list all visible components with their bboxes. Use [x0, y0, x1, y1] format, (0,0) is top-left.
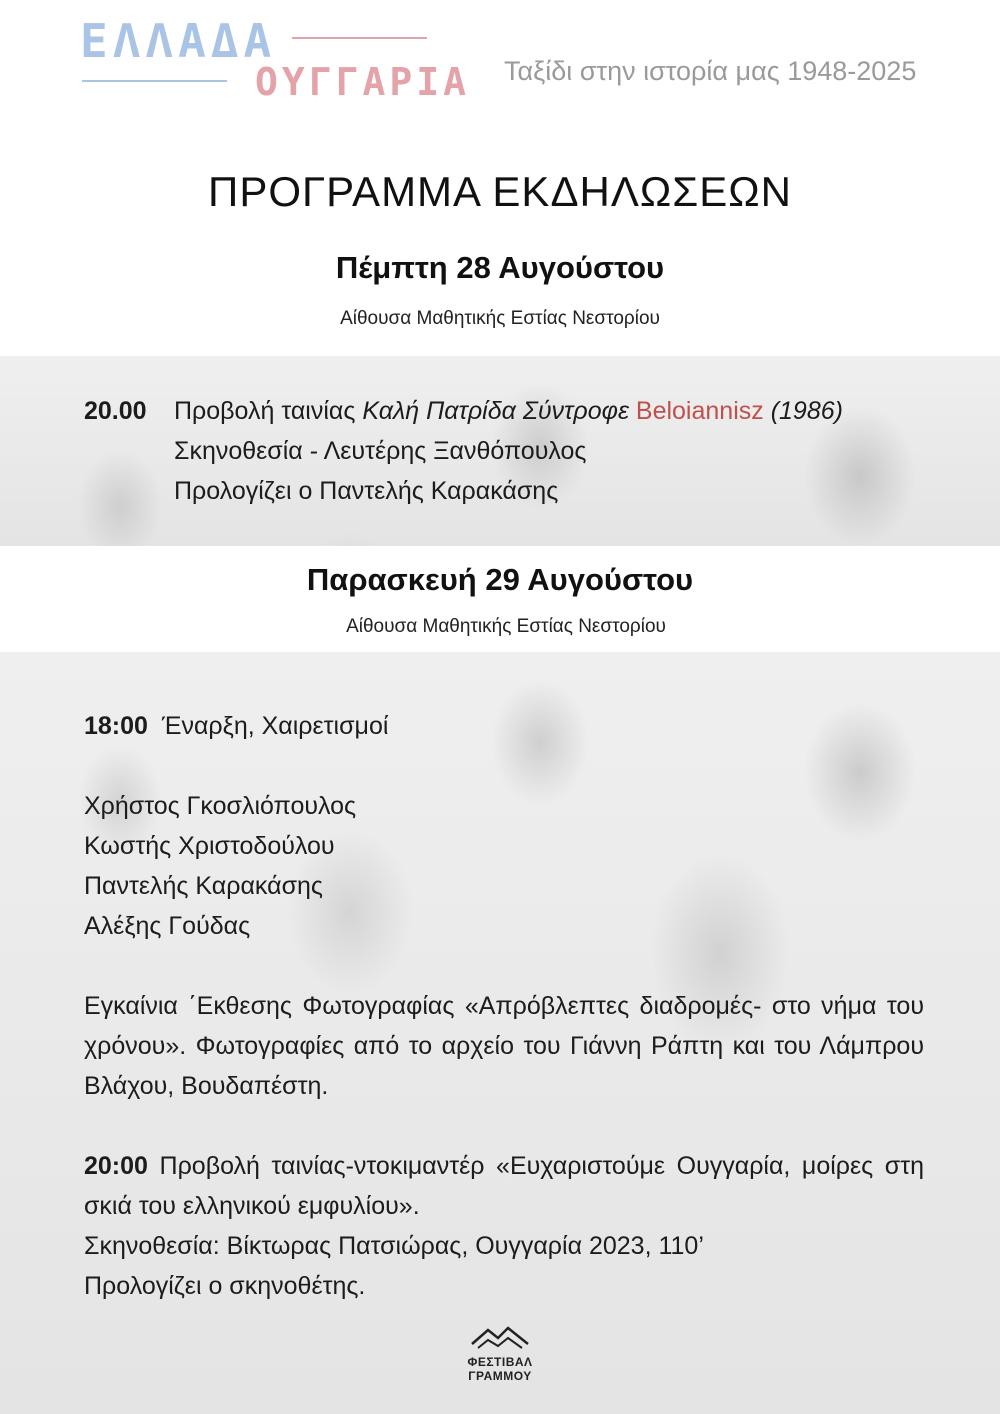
- film-title: Καλή Πατρίδα Σύντροφε: [362, 397, 629, 425]
- day2-events: [84, 706, 924, 1306]
- day1-venue: Αίθουσα Μαθητικής Εστίας Νεστορίου: [340, 308, 660, 329]
- screening-line: [84, 1146, 924, 1226]
- event-line1: Προβολή ταινίας Καλή Πατρίδα Σύντροφε Beloiannisz (1986): [174, 397, 843, 425]
- tagline: Ταξίδι στην ιστορία μας 1948-2025: [504, 56, 917, 86]
- event-intro: Προλογίζει ο Παντελής Καρακάσης: [174, 477, 559, 505]
- festival-logo-line2: ΓΡΑΜΜΟΥ: [468, 1369, 532, 1383]
- screening-time: 20:00: [84, 1152, 148, 1180]
- film-title-red: Beloiannisz: [635, 397, 764, 425]
- speaker: Χρήστος Γκοσλιόπουλος: [84, 792, 357, 820]
- screening-director: Σκηνοθεσία: Βίκτωρας Πατσιώρας, Ουγγαρία 2023, 110’: [84, 1232, 704, 1260]
- opening-line: [84, 706, 924, 746]
- day2-heading: Παρασκευή 29 Αυγούστου: [306, 562, 694, 597]
- festival-logo: [460, 1324, 540, 1383]
- page-title: ΠΡΟΓΡΑΜΜΑ ΕΚΔΗΛΩΣΕΩΝ: [208, 168, 792, 215]
- opening-text: Έναρξη, Χαιρετισμοί: [161, 712, 389, 740]
- film-year: (1986): [770, 397, 843, 425]
- exhibition-text: Εγκαίνια ΄Εκθεσης Φωτογραφίας «Απρόβλεπτες διαδρομές- στο νήμα του χρόνου». Φωτογραφίες από το αρχείο του Γιάννη Ράπτη και του Λάμπρου Βλάχου, Βουδαπέστη.: [84, 992, 924, 1100]
- event-time: 20.00: [84, 397, 147, 425]
- screening-text: Προβολή ταινίας-ντοκιμαντέρ «Ευχαριστούμε Ουγγαρία, μοίρες στη σκιά του ελληνικού εμφυλίου».: [84, 1152, 924, 1220]
- logo-red-line: [292, 37, 427, 39]
- day1-event: [84, 391, 964, 511]
- speaker: Παντελής Καρακάσης: [84, 872, 323, 900]
- festival-logo-line1: ΦΕΣΤΙΒΑΛ: [467, 1355, 533, 1369]
- logo-greece: ΕΛΛΑΔΑ: [80, 14, 277, 68]
- day2-venue: Αίθουσα Μαθητικής Εστίας Νεστορίου: [346, 616, 666, 637]
- logo-blue-line: [82, 80, 227, 82]
- logo-hungary: ΟΥΓΓΑΡΙΑ: [255, 60, 471, 104]
- day1-heading: Πέμπτη 28 Αυγούστου: [335, 250, 665, 285]
- opening-time: 18:00: [84, 712, 148, 740]
- speaker: Αλέξης Γούδας: [84, 912, 251, 940]
- mountain-icon: [470, 1324, 530, 1350]
- event-director: Σκηνοθεσία - Λευτέρης Ξανθόπουλος: [174, 437, 587, 465]
- speaker: Κωστής Χριστοδούλου: [84, 832, 335, 860]
- screening-intro: Προλογίζει ο σκηνοθέτης.: [84, 1272, 366, 1300]
